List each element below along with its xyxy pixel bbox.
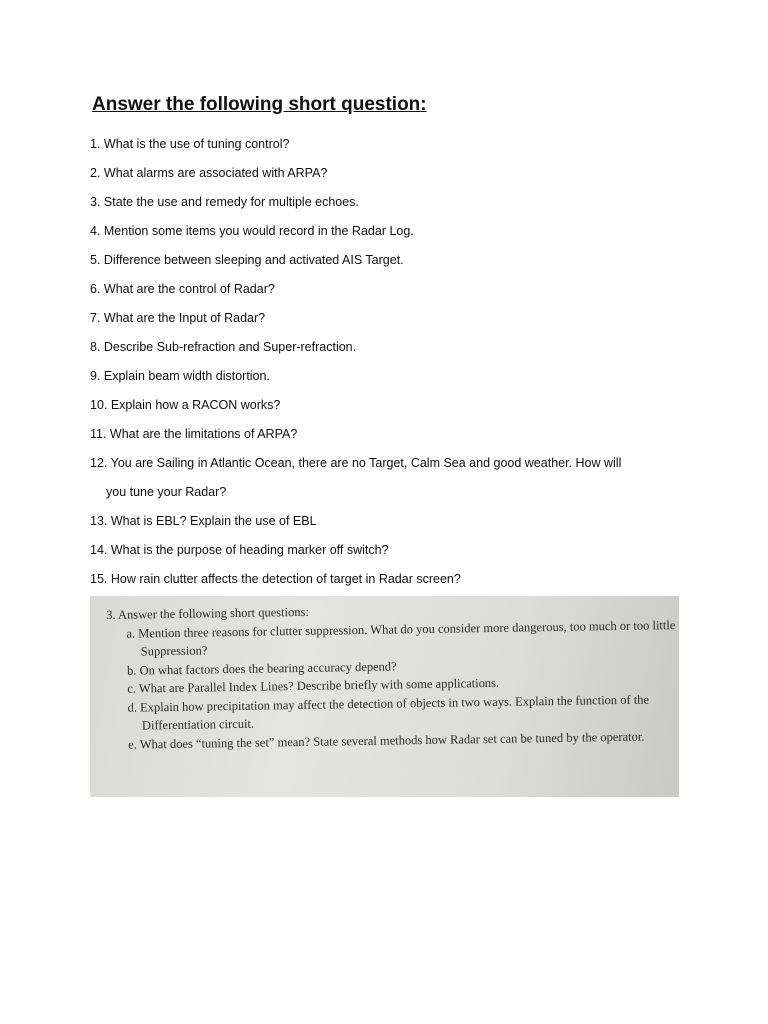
scan-heading: 3. Answer the following short questions:: [106, 604, 309, 622]
scan-question-a-continuation: Suppression?: [140, 643, 208, 659]
question-item: 3. State the use and remedy for multiple echoes.: [90, 195, 359, 209]
question-item: 9. Explain beam width distortion.: [90, 369, 270, 383]
question-item: 1. What is the use of tuning control?: [90, 137, 290, 151]
question-item: 5. Difference between sleeping and activated AIS Target.: [90, 253, 404, 267]
question-item: 11. What are the limitations of ARPA?: [90, 427, 298, 441]
question-item: 15. How rain clutter affects the detection of target in Radar screen?: [90, 572, 461, 586]
scan-question-e: e. What does “tuning the set” mean? State several methods how Radar set can be tuned by the operator.: [128, 729, 645, 752]
scan-question-b: b. On what factors does the bearing accuracy depend?: [126, 658, 397, 678]
question-item-continuation: you tune your Radar?: [106, 485, 227, 499]
scan-question-c: c. What are Parallel Index Lines? Describe briefly with some applications.: [127, 675, 500, 696]
question-item: 10. Explain how a RACON works?: [90, 398, 281, 412]
scan-question-d: d. Explain how precipitation may affect the detection of objects in two ways. Explain the function of the: [127, 691, 650, 715]
question-item: 4. Mention some items you would record in the Radar Log.: [90, 224, 414, 238]
question-item: 13. What is EBL? Explain the use of EBL: [90, 514, 317, 528]
question-item: 12. You are Sailing in Atlantic Ocean, there are no Target, Calm Sea and good weather. How will: [90, 456, 622, 470]
scan-question-a: a. Mention three reasons for clutter suppression. What do you consider more dangerous, too much or too little: [126, 617, 676, 641]
page-title: Answer the following short question:: [92, 94, 427, 115]
scanned-question-image: [90, 596, 679, 797]
question-item: 8. Describe Sub-refraction and Super-refraction.: [90, 340, 357, 354]
question-item: 14. What is the purpose of heading marker off switch?: [90, 543, 389, 557]
question-item: 6. What are the control of Radar?: [90, 282, 275, 296]
question-list: [90, 130, 690, 594]
question-item: 7. What are the Input of Radar?: [90, 311, 266, 325]
question-item: 2. What alarms are associated with ARPA?: [90, 166, 328, 180]
scan-question-d-continuation: Differentiation circuit.: [141, 716, 255, 733]
scanned-text-block: [106, 597, 676, 754]
